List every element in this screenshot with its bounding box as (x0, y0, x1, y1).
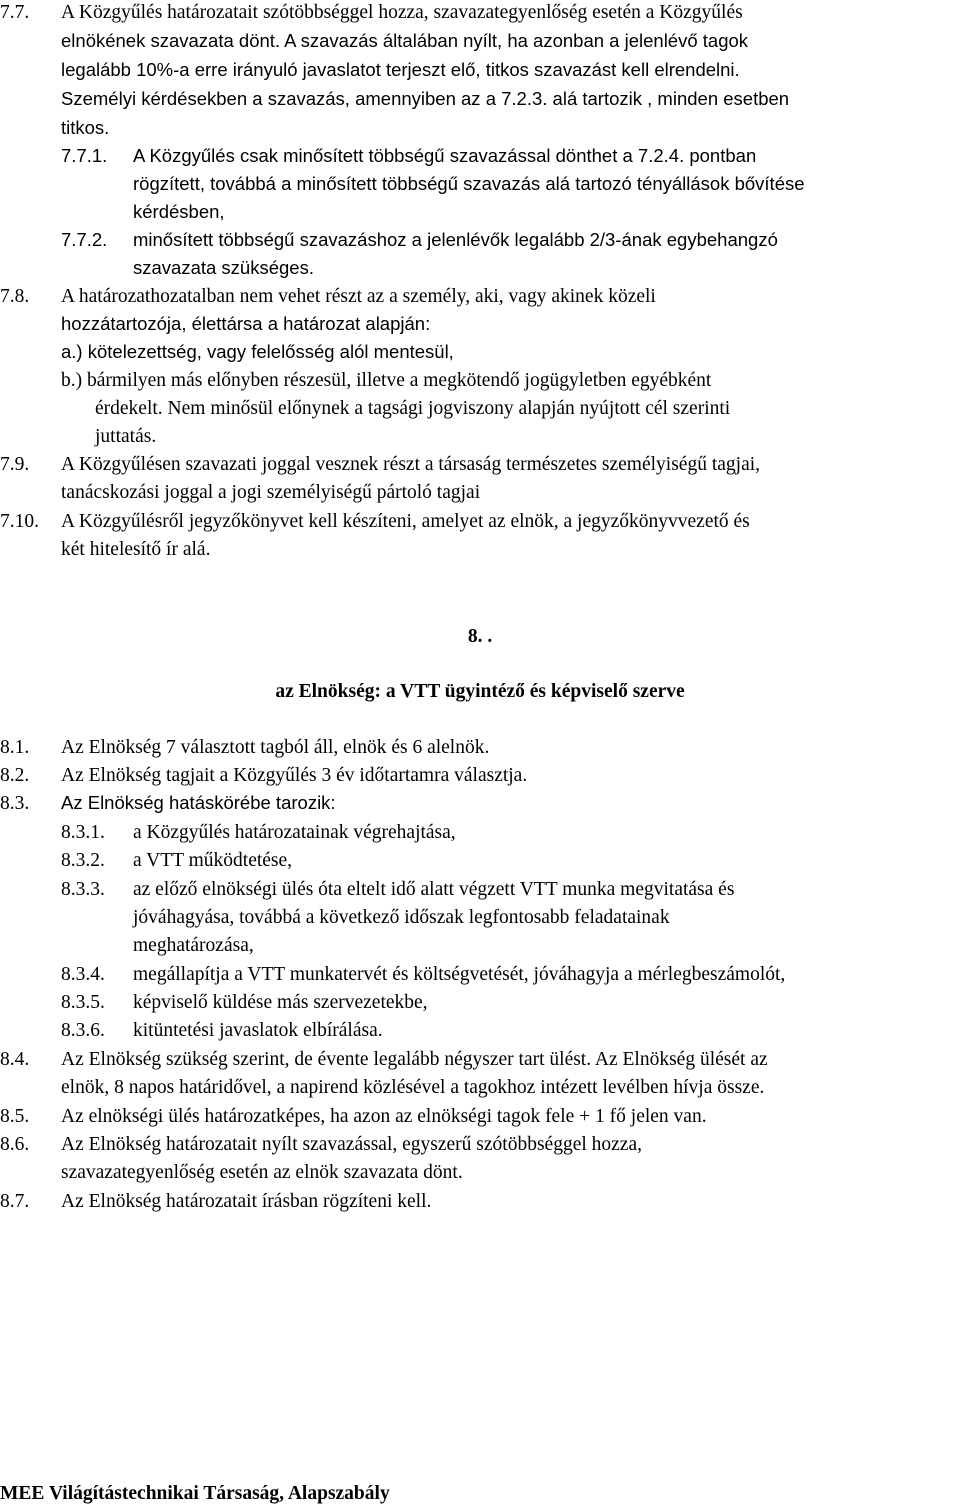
section-number: 8.5. (0, 1106, 30, 1127)
section-number: 8.7. (0, 1191, 30, 1212)
section-number: 8.3.4. (61, 964, 105, 985)
paragraph-line: az előző elnökségi ülés óta eltelt idő alatt végzett VTT munka megvitatása és (133, 879, 735, 900)
paragraph-line: elnök, 8 napos határidővel, a napirend közlésével a tagokhoz intézett levélben hívja össze. (61, 1077, 765, 1098)
section-number: 8.3. (0, 793, 30, 814)
section-number: 8.3.2. (61, 850, 105, 871)
paragraph-line: juttatás. (95, 426, 157, 447)
paragraph-line: érdekelt. Nem minősül előnynek a tagsági jogviszony alapján nyújtott cél szerinti (95, 398, 731, 419)
section-number: 8.3.5. (61, 992, 105, 1013)
paragraph-line: rögzített, továbbá a minősített többségű szavazás alá tartozó tényállások bővítése (133, 173, 805, 194)
paragraph-line: szavazata szükséges. (133, 257, 314, 278)
list-item-a: a.) kötelezettség, vagy felelősség alól mentesül, (61, 341, 454, 362)
page-footer: MEE Világítástechnikai Társaság, Alapszabály (0, 1483, 390, 1504)
paragraph-line: megállapítja a VTT munkatervét és költségvetését, jóváhagyja a mérlegbeszámolót, (133, 964, 786, 985)
paragraph-line: A Közgyűlésen szavazati joggal vesznek részt a társaság természetes személyiségű tagjai, (61, 454, 761, 475)
paragraph-line: Az Elnökség tagjait a Közgyűlés 3 év időtartamra választja. (61, 765, 528, 786)
paragraph-line: hozzátartozója, élettársa a határozat alapján: (61, 313, 431, 334)
paragraph-line: legalább 10%-a erre irányuló javaslatot terjeszt elő, titkos szavazást kell elrendelni. (61, 59, 740, 80)
section-number: 7.8. (0, 286, 30, 307)
paragraph-line: Az Elnökség szükség szerint, de évente legalább négyszer tart ülést. Az Elnökség ülését az (61, 1049, 768, 1070)
paragraph-line: kitüntetési javaslatok elbírálása. (133, 1020, 383, 1041)
section-number: 8.4. (0, 1049, 30, 1070)
paragraph-line: Az Elnökség 7 választott tagból áll, elnök és 6 alelnök. (61, 737, 490, 758)
chapter-number: 8. . (467, 626, 493, 647)
paragraph-line: Személyi kérdésekben a szavazás, amennyiben az a 7.2.3. alá tartozik , minden esetben (61, 88, 790, 109)
paragraph-line: kérdésben, (133, 201, 225, 222)
paragraph-line: titkos. (61, 117, 110, 138)
list-item-b: b.) bármilyen más előnyben részesül, illetve a megkötendő jogügyletben egyébként (61, 370, 712, 391)
paragraph-line: minősített többségű szavazáshoz a jelenlévők legalább 2/3-ának egybehangzó (133, 229, 778, 250)
section-number: 8.6. (0, 1134, 30, 1155)
paragraph-line: Az Elnökség hatáskörébe tarozik: (61, 792, 336, 813)
section-number: 8.3.1. (61, 822, 105, 843)
paragraph-line: Az Elnökség határozatait nyílt szavazással, egyszerű szótöbbséggel hozza, (61, 1134, 642, 1155)
section-number: 7.7. (0, 2, 30, 23)
paragraph-line: a Közgyűlés határozatainak végrehajtása, (133, 822, 456, 843)
paragraph-line: a VTT működtetése, (133, 850, 293, 871)
paragraph-line: szavazategyenlőség esetén az elnök szavazata dönt. (61, 1162, 463, 1183)
section-number: 7.7.2. (61, 229, 108, 250)
paragraph-line: A határozathozatalban nem vehet részt az a személy, aki, vagy akinek közeli (61, 286, 656, 307)
paragraph-line: A Közgyűlés határozatait szótöbbséggel hozza, szavazategyenlőség esetén a Közgyűlés (61, 2, 743, 23)
section-number: 8.1. (0, 737, 30, 758)
paragraph-line: tanácskozási joggal a jogi személyiségű pártoló tagjai (61, 482, 481, 503)
section-number: 7.10. (0, 511, 39, 532)
section-number: 7.7.1. (61, 145, 108, 166)
paragraph-line: képviselő küldése más szervezetekbe, (133, 992, 428, 1013)
section-number: 8.2. (0, 765, 30, 786)
paragraph-line: A Közgyűlésről jegyzőkönyvet kell készíteni, amelyet az elnök, a jegyzőkönyvvezető és (61, 511, 750, 532)
paragraph-line: jóváhagyása, továbbá a következő időszak legfontosabb feladatainak (133, 907, 670, 928)
paragraph-line: Az Elnökség határozatait írásban rögzíteni kell. (61, 1191, 432, 1212)
paragraph-line: A Közgyűlés csak minősített többségű szavazással dönthet a 7.2.4. pontban (133, 145, 757, 166)
paragraph-line: Az elnökségi ülés határozatképes, ha azon az elnökségi tagok fele + 1 fő jelen van. (61, 1106, 707, 1127)
section-number: 8.3.3. (61, 879, 105, 900)
paragraph-line: elnökének szavazata dönt. A szavazás általában nyílt, ha azonban a jelenlévő tagok (61, 30, 749, 51)
chapter-title: az Elnökség: a VTT ügyintéző és képviselő szerve (275, 681, 685, 702)
section-number: 7.9. (0, 454, 30, 475)
paragraph-line: két hitelesítő ír alá. (61, 539, 211, 560)
section-number: 8.3.6. (61, 1020, 105, 1041)
paragraph-line: meghatározása, (133, 935, 254, 956)
